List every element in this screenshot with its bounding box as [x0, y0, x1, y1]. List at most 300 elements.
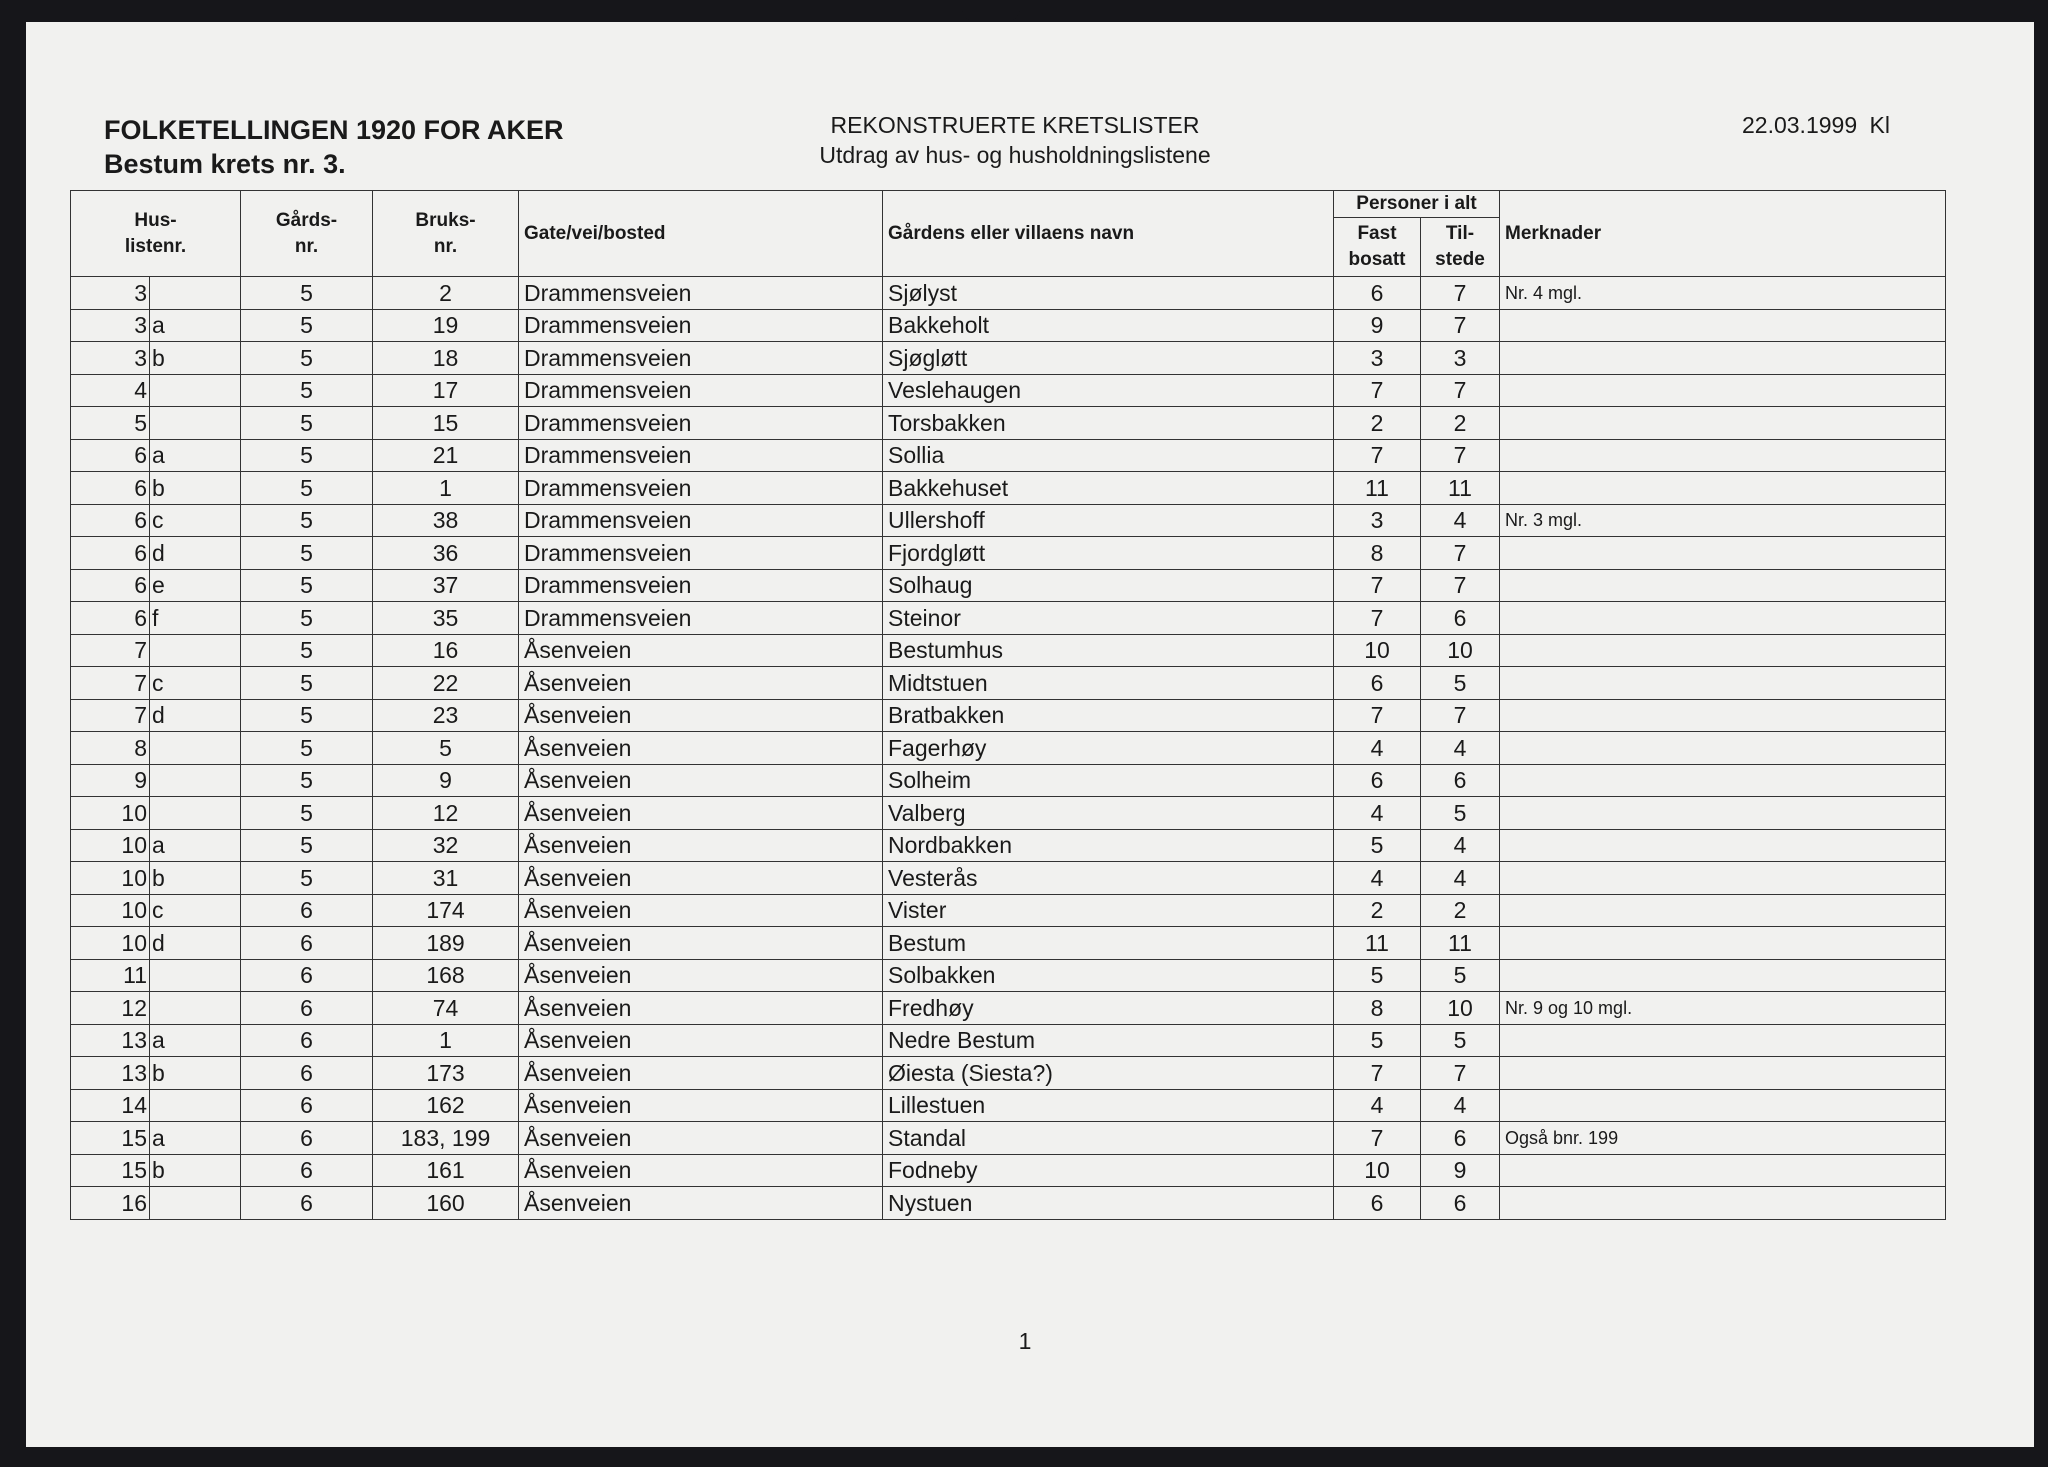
- header-bruks-l2: nr.: [433, 235, 458, 257]
- cell-bruksnr: 12: [373, 797, 519, 830]
- cell-tilstede: 5: [1421, 1024, 1500, 1057]
- cell-tilstede: 2: [1421, 407, 1500, 440]
- page-number: 1: [1018, 1328, 1032, 1354]
- cell-gardsnr: 5: [241, 504, 373, 537]
- table-row: [71, 472, 1946, 505]
- cell-gardsnavn: Nystuen: [883, 1187, 1334, 1220]
- cell-merknader: [1500, 407, 1946, 440]
- cell-tilstede: 5: [1421, 797, 1500, 830]
- cell-bruksnr: 35: [373, 602, 519, 635]
- cell-husliste-suffix: [150, 634, 241, 667]
- document-title: [104, 113, 564, 181]
- cell-gardsnavn: Solhaug: [883, 569, 1334, 602]
- table-row: [71, 862, 1946, 895]
- cell-tilstede: 7: [1421, 277, 1500, 310]
- cell-gardsnr: 6: [241, 1154, 373, 1187]
- cell-gardsnavn: Øiesta (Siesta?): [883, 1057, 1334, 1090]
- cell-fast-bosatt: 5: [1334, 959, 1421, 992]
- cell-bruksnr: 189: [373, 927, 519, 960]
- cell-fast-bosatt: 9: [1334, 309, 1421, 342]
- cell-gardsnr: 6: [241, 959, 373, 992]
- header-gards: [241, 191, 373, 277]
- cell-gardsnr: 5: [241, 342, 373, 375]
- cell-fast-bosatt: 7: [1334, 602, 1421, 635]
- header-til-l1: Til-: [1445, 223, 1475, 244]
- cell-merknader: [1500, 1187, 1946, 1220]
- cell-merknader: Også bnr. 199: [1500, 1122, 1946, 1155]
- cell-gate: Åsenveien: [519, 992, 883, 1025]
- cell-bruksnr: 38: [373, 504, 519, 537]
- cell-tilstede: 7: [1421, 374, 1500, 407]
- cell-husliste: 6: [71, 472, 150, 505]
- cell-bruksnr: 37: [373, 569, 519, 602]
- cell-gardsnavn: Lillestuen: [883, 1089, 1334, 1122]
- cell-tilstede: 7: [1421, 439, 1500, 472]
- cell-merknader: [1500, 439, 1946, 472]
- cell-merknader: [1500, 959, 1946, 992]
- cell-husliste-suffix: [150, 407, 241, 440]
- document-subtitle: [700, 110, 1330, 170]
- table-row: [71, 797, 1946, 830]
- cell-gate: Åsenveien: [519, 959, 883, 992]
- cell-merknader: [1500, 1057, 1946, 1090]
- cell-gardsnr: 5: [241, 309, 373, 342]
- cell-bruksnr: 5: [373, 732, 519, 765]
- cell-gardsnavn: Bestumhus: [883, 634, 1334, 667]
- census-table: [70, 190, 1946, 1220]
- cell-bruksnr: 22: [373, 667, 519, 700]
- cell-gardsnavn: Standal: [883, 1122, 1334, 1155]
- cell-husliste-suffix: [150, 732, 241, 765]
- subtitle-line-2: Utdrag av hus- og husholdningslistene: [819, 142, 1211, 168]
- cell-gardsnavn: Vesterås: [883, 862, 1334, 895]
- cell-bruksnr: 168: [373, 959, 519, 992]
- cell-husliste: 5: [71, 407, 150, 440]
- table-row: [71, 732, 1946, 765]
- table-row: [71, 342, 1946, 375]
- cell-tilstede: 6: [1421, 1187, 1500, 1220]
- cell-gardsnavn: Ullershoff: [883, 504, 1334, 537]
- cell-husliste: 6: [71, 504, 150, 537]
- cell-gate: Åsenveien: [519, 1024, 883, 1057]
- cell-gate: Åsenveien: [519, 667, 883, 700]
- cell-gate: Åsenveien: [519, 894, 883, 927]
- cell-gate: Drammensveien: [519, 374, 883, 407]
- cell-bruksnr: 15: [373, 407, 519, 440]
- cell-bruksnr: 2: [373, 277, 519, 310]
- header-bruks: [373, 191, 519, 277]
- table-row: [71, 894, 1946, 927]
- header-fast-l1: Fast: [1357, 223, 1397, 244]
- cell-bruksnr: 9: [373, 764, 519, 797]
- header-personer: Personer i alt: [1334, 191, 1500, 218]
- cell-tilstede: 2: [1421, 894, 1500, 927]
- cell-bruksnr: 74: [373, 992, 519, 1025]
- cell-husliste: 6: [71, 439, 150, 472]
- cell-husliste-suffix: b: [150, 1057, 241, 1090]
- cell-gardsnr: 5: [241, 829, 373, 862]
- cell-gate: Drammensveien: [519, 407, 883, 440]
- header-gards-l1: Gårds-: [275, 209, 338, 231]
- cell-husliste: 8: [71, 732, 150, 765]
- cell-fast-bosatt: 4: [1334, 862, 1421, 895]
- cell-tilstede: 5: [1421, 667, 1500, 700]
- cell-tilstede: 7: [1421, 537, 1500, 570]
- cell-husliste: 13: [71, 1057, 150, 1090]
- table-row: [71, 374, 1946, 407]
- cell-merknader: [1500, 699, 1946, 732]
- cell-bruksnr: 18: [373, 342, 519, 375]
- cell-husliste-suffix: b: [150, 342, 241, 375]
- cell-fast-bosatt: 6: [1334, 764, 1421, 797]
- table-row: [71, 829, 1946, 862]
- cell-husliste-suffix: d: [150, 699, 241, 732]
- cell-husliste-suffix: c: [150, 894, 241, 927]
- cell-gate: Drammensveien: [519, 472, 883, 505]
- cell-gate: Åsenveien: [519, 1187, 883, 1220]
- cell-husliste-suffix: c: [150, 504, 241, 537]
- cell-tilstede: 10: [1421, 992, 1500, 1025]
- header-husliste-l2: listenr.: [124, 235, 187, 257]
- cell-merknader: [1500, 732, 1946, 765]
- cell-husliste: 6: [71, 602, 150, 635]
- cell-gardsnr: 5: [241, 439, 373, 472]
- cell-merknader: [1500, 602, 1946, 635]
- cell-husliste: 13: [71, 1024, 150, 1057]
- cell-husliste: 10: [71, 927, 150, 960]
- cell-bruksnr: 21: [373, 439, 519, 472]
- cell-gardsnavn: Bakkehuset: [883, 472, 1334, 505]
- cell-husliste-suffix: [150, 1187, 241, 1220]
- cell-husliste: 6: [71, 569, 150, 602]
- cell-tilstede: 11: [1421, 927, 1500, 960]
- cell-fast-bosatt: 8: [1334, 537, 1421, 570]
- cell-gate: Drammensveien: [519, 602, 883, 635]
- cell-gate: Åsenveien: [519, 1089, 883, 1122]
- cell-husliste: 15: [71, 1154, 150, 1187]
- table-row: [71, 927, 1946, 960]
- cell-gardsnr: 5: [241, 407, 373, 440]
- cell-husliste-suffix: c: [150, 667, 241, 700]
- cell-husliste-suffix: [150, 1089, 241, 1122]
- document-date: 22.03.1999 Kl: [1742, 112, 1890, 138]
- table-row: [71, 667, 1946, 700]
- cell-tilstede: 6: [1421, 764, 1500, 797]
- cell-merknader: Nr. 4 mgl.: [1500, 277, 1946, 310]
- table-row: [71, 1154, 1946, 1187]
- header-fast-l2: bosatt: [1348, 249, 1406, 270]
- cell-gardsnr: 6: [241, 1122, 373, 1155]
- cell-husliste: 10: [71, 829, 150, 862]
- cell-gate: Drammensveien: [519, 277, 883, 310]
- cell-merknader: [1500, 764, 1946, 797]
- cell-gate: Drammensveien: [519, 342, 883, 375]
- cell-tilstede: 3: [1421, 342, 1500, 375]
- table-row: [71, 1122, 1946, 1155]
- header-husliste: [71, 191, 241, 277]
- cell-gardsnavn: Solheim: [883, 764, 1334, 797]
- cell-husliste: 12: [71, 992, 150, 1025]
- cell-fast-bosatt: 6: [1334, 667, 1421, 700]
- cell-gardsnr: 5: [241, 862, 373, 895]
- cell-gardsnr: 6: [241, 992, 373, 1025]
- cell-gardsnavn: Nordbakken: [883, 829, 1334, 862]
- cell-husliste-suffix: [150, 959, 241, 992]
- cell-gardsnavn: Nedre Bestum: [883, 1024, 1334, 1057]
- cell-fast-bosatt: 5: [1334, 829, 1421, 862]
- cell-fast-bosatt: 10: [1334, 634, 1421, 667]
- header-gate: Gate/vei/bosted: [519, 191, 883, 277]
- cell-gate: Åsenveien: [519, 732, 883, 765]
- cell-bruksnr: 23: [373, 699, 519, 732]
- cell-gate: Åsenveien: [519, 927, 883, 960]
- header-til: [1421, 218, 1500, 277]
- cell-husliste-suffix: f: [150, 602, 241, 635]
- cell-fast-bosatt: 2: [1334, 407, 1421, 440]
- cell-bruksnr: 162: [373, 1089, 519, 1122]
- cell-merknader: [1500, 797, 1946, 830]
- cell-gardsnavn: Fagerhøy: [883, 732, 1334, 765]
- table-row: [71, 992, 1946, 1025]
- cell-fast-bosatt: 7: [1334, 1122, 1421, 1155]
- cell-gate: Drammensveien: [519, 537, 883, 570]
- cell-husliste: 14: [71, 1089, 150, 1122]
- cell-fast-bosatt: 4: [1334, 732, 1421, 765]
- cell-husliste: 15: [71, 1122, 150, 1155]
- cell-bruksnr: 1: [373, 472, 519, 505]
- cell-tilstede: 4: [1421, 732, 1500, 765]
- cell-gardsnavn: Vister: [883, 894, 1334, 927]
- table-row: [71, 1057, 1946, 1090]
- cell-merknader: [1500, 569, 1946, 602]
- cell-gardsnavn: Steinor: [883, 602, 1334, 635]
- cell-husliste-suffix: a: [150, 1122, 241, 1155]
- cell-husliste-suffix: [150, 277, 241, 310]
- header-husliste-l1: Hus-: [134, 209, 177, 231]
- cell-gate: Åsenveien: [519, 699, 883, 732]
- cell-tilstede: 7: [1421, 569, 1500, 602]
- cell-gardsnr: 5: [241, 764, 373, 797]
- cell-merknader: [1500, 634, 1946, 667]
- cell-fast-bosatt: 11: [1334, 472, 1421, 505]
- cell-gardsnr: 5: [241, 537, 373, 570]
- cell-gate: Åsenveien: [519, 1154, 883, 1187]
- cell-fast-bosatt: 3: [1334, 504, 1421, 537]
- cell-gardsnavn: Fredhøy: [883, 992, 1334, 1025]
- cell-merknader: [1500, 1154, 1946, 1187]
- cell-gardsnr: 5: [241, 277, 373, 310]
- cell-fast-bosatt: 7: [1334, 374, 1421, 407]
- cell-gate: Åsenveien: [519, 797, 883, 830]
- cell-tilstede: 4: [1421, 1089, 1500, 1122]
- cell-gardsnr: 5: [241, 797, 373, 830]
- cell-husliste: 3: [71, 277, 150, 310]
- cell-husliste-suffix: e: [150, 569, 241, 602]
- cell-husliste: 9: [71, 764, 150, 797]
- cell-gardsnr: 5: [241, 602, 373, 635]
- cell-gardsnavn: Bestum: [883, 927, 1334, 960]
- cell-husliste-suffix: b: [150, 1154, 241, 1187]
- cell-husliste: 3: [71, 309, 150, 342]
- table-row: [71, 439, 1946, 472]
- table-body: [71, 277, 1946, 1220]
- table-row: [71, 1024, 1946, 1057]
- cell-merknader: [1500, 1024, 1946, 1057]
- cell-husliste: 7: [71, 667, 150, 700]
- header-fast: [1334, 218, 1421, 277]
- cell-husliste: 11: [71, 959, 150, 992]
- cell-husliste-suffix: d: [150, 927, 241, 960]
- cell-gardsnavn: Solbakken: [883, 959, 1334, 992]
- header-navn: Gårdens eller villaens navn: [883, 191, 1334, 277]
- cell-bruksnr: 31: [373, 862, 519, 895]
- cell-gardsnr: 5: [241, 699, 373, 732]
- table-row: [71, 1089, 1946, 1122]
- cell-fast-bosatt: 2: [1334, 894, 1421, 927]
- cell-bruksnr: 19: [373, 309, 519, 342]
- cell-gate: Åsenveien: [519, 829, 883, 862]
- cell-bruksnr: 1: [373, 1024, 519, 1057]
- cell-fast-bosatt: 4: [1334, 1089, 1421, 1122]
- cell-gardsnavn: Sjølyst: [883, 277, 1334, 310]
- cell-bruksnr: 32: [373, 829, 519, 862]
- cell-gardsnr: 5: [241, 732, 373, 765]
- table-header: [71, 191, 1946, 277]
- cell-bruksnr: 173: [373, 1057, 519, 1090]
- cell-gate: Drammensveien: [519, 439, 883, 472]
- table-row: [71, 309, 1946, 342]
- cell-gardsnavn: Valberg: [883, 797, 1334, 830]
- title-line-1: FOLKETELLINGEN 1920 FOR AKER: [104, 115, 564, 145]
- cell-bruksnr: 17: [373, 374, 519, 407]
- cell-husliste-suffix: b: [150, 862, 241, 895]
- cell-fast-bosatt: 5: [1334, 1024, 1421, 1057]
- table-row: [71, 1187, 1946, 1220]
- cell-merknader: [1500, 862, 1946, 895]
- cell-fast-bosatt: 11: [1334, 927, 1421, 960]
- cell-husliste-suffix: b: [150, 472, 241, 505]
- cell-gardsnavn: Bratbakken: [883, 699, 1334, 732]
- cell-husliste: 10: [71, 862, 150, 895]
- header-til-l2: stede: [1435, 249, 1485, 270]
- cell-fast-bosatt: 6: [1334, 1187, 1421, 1220]
- title-line-2: Bestum krets nr. 3.: [104, 149, 346, 179]
- header-bruks-l1: Bruks-: [415, 209, 476, 231]
- cell-tilstede: 6: [1421, 602, 1500, 635]
- cell-husliste-suffix: [150, 797, 241, 830]
- cell-tilstede: 6: [1421, 1122, 1500, 1155]
- cell-gardsnr: 6: [241, 1057, 373, 1090]
- table-row: [71, 634, 1946, 667]
- cell-merknader: [1500, 667, 1946, 700]
- cell-husliste-suffix: a: [150, 829, 241, 862]
- cell-gardsnr: 6: [241, 894, 373, 927]
- cell-husliste-suffix: a: [150, 1024, 241, 1057]
- cell-husliste: 4: [71, 374, 150, 407]
- cell-merknader: [1500, 829, 1946, 862]
- cell-merknader: [1500, 472, 1946, 505]
- scanner-clip: [962, 0, 1020, 22]
- cell-merknader: [1500, 374, 1946, 407]
- cell-gardsnr: 6: [241, 1024, 373, 1057]
- cell-merknader: [1500, 537, 1946, 570]
- cell-gardsnavn: Sjøgløtt: [883, 342, 1334, 375]
- cell-husliste: 3: [71, 342, 150, 375]
- cell-gardsnr: 5: [241, 374, 373, 407]
- cell-husliste: 7: [71, 634, 150, 667]
- cell-gardsnr: 5: [241, 667, 373, 700]
- cell-bruksnr: 161: [373, 1154, 519, 1187]
- cell-husliste-suffix: d: [150, 537, 241, 570]
- cell-merknader: [1500, 1089, 1946, 1122]
- cell-tilstede: 5: [1421, 959, 1500, 992]
- cell-gate: Åsenveien: [519, 1057, 883, 1090]
- cell-husliste-suffix: [150, 374, 241, 407]
- cell-husliste: 10: [71, 894, 150, 927]
- cell-fast-bosatt: 3: [1334, 342, 1421, 375]
- cell-gardsnavn: Sollia: [883, 439, 1334, 472]
- cell-gardsnr: 6: [241, 1187, 373, 1220]
- cell-gardsnr: 6: [241, 1089, 373, 1122]
- cell-fast-bosatt: 7: [1334, 439, 1421, 472]
- cell-tilstede: 4: [1421, 829, 1500, 862]
- subtitle-line-1: REKONSTRUERTE KRETSLISTER: [830, 112, 1200, 138]
- table-row: [71, 699, 1946, 732]
- cell-tilstede: 9: [1421, 1154, 1500, 1187]
- cell-gate: Drammensveien: [519, 569, 883, 602]
- cell-bruksnr: 183, 199: [373, 1122, 519, 1155]
- cell-tilstede: 4: [1421, 862, 1500, 895]
- header-merknader: Merknader: [1500, 191, 1946, 277]
- cell-husliste-suffix: a: [150, 309, 241, 342]
- cell-fast-bosatt: 7: [1334, 569, 1421, 602]
- cell-gardsnavn: Fodneby: [883, 1154, 1334, 1187]
- cell-husliste: 7: [71, 699, 150, 732]
- table-row: [71, 602, 1946, 635]
- cell-gate: Drammensveien: [519, 504, 883, 537]
- cell-fast-bosatt: 8: [1334, 992, 1421, 1025]
- cell-merknader: [1500, 927, 1946, 960]
- cell-husliste: 6: [71, 537, 150, 570]
- cell-gate: Åsenveien: [519, 1122, 883, 1155]
- cell-gate: Drammensveien: [519, 309, 883, 342]
- cell-bruksnr: 160: [373, 1187, 519, 1220]
- cell-gardsnr: 5: [241, 569, 373, 602]
- cell-merknader: Nr. 3 mgl.: [1500, 504, 1946, 537]
- header-gards-l2: nr.: [294, 235, 319, 257]
- cell-fast-bosatt: 7: [1334, 1057, 1421, 1090]
- cell-tilstede: 7: [1421, 309, 1500, 342]
- table-row: [71, 277, 1946, 310]
- cell-merknader: [1500, 309, 1946, 342]
- cell-fast-bosatt: 6: [1334, 277, 1421, 310]
- cell-bruksnr: 36: [373, 537, 519, 570]
- cell-gate: Åsenveien: [519, 862, 883, 895]
- cell-gardsnavn: Veslehaugen: [883, 374, 1334, 407]
- table-row: [71, 537, 1946, 570]
- cell-husliste-suffix: [150, 992, 241, 1025]
- cell-gate: Åsenveien: [519, 764, 883, 797]
- cell-tilstede: 10: [1421, 634, 1500, 667]
- cell-fast-bosatt: 4: [1334, 797, 1421, 830]
- cell-merknader: [1500, 342, 1946, 375]
- cell-fast-bosatt: 10: [1334, 1154, 1421, 1187]
- cell-gardsnavn: Torsbakken: [883, 407, 1334, 440]
- cell-gardsnr: 5: [241, 472, 373, 505]
- table-row: [71, 407, 1946, 440]
- table-row: [71, 504, 1946, 537]
- cell-gardsnr: 5: [241, 634, 373, 667]
